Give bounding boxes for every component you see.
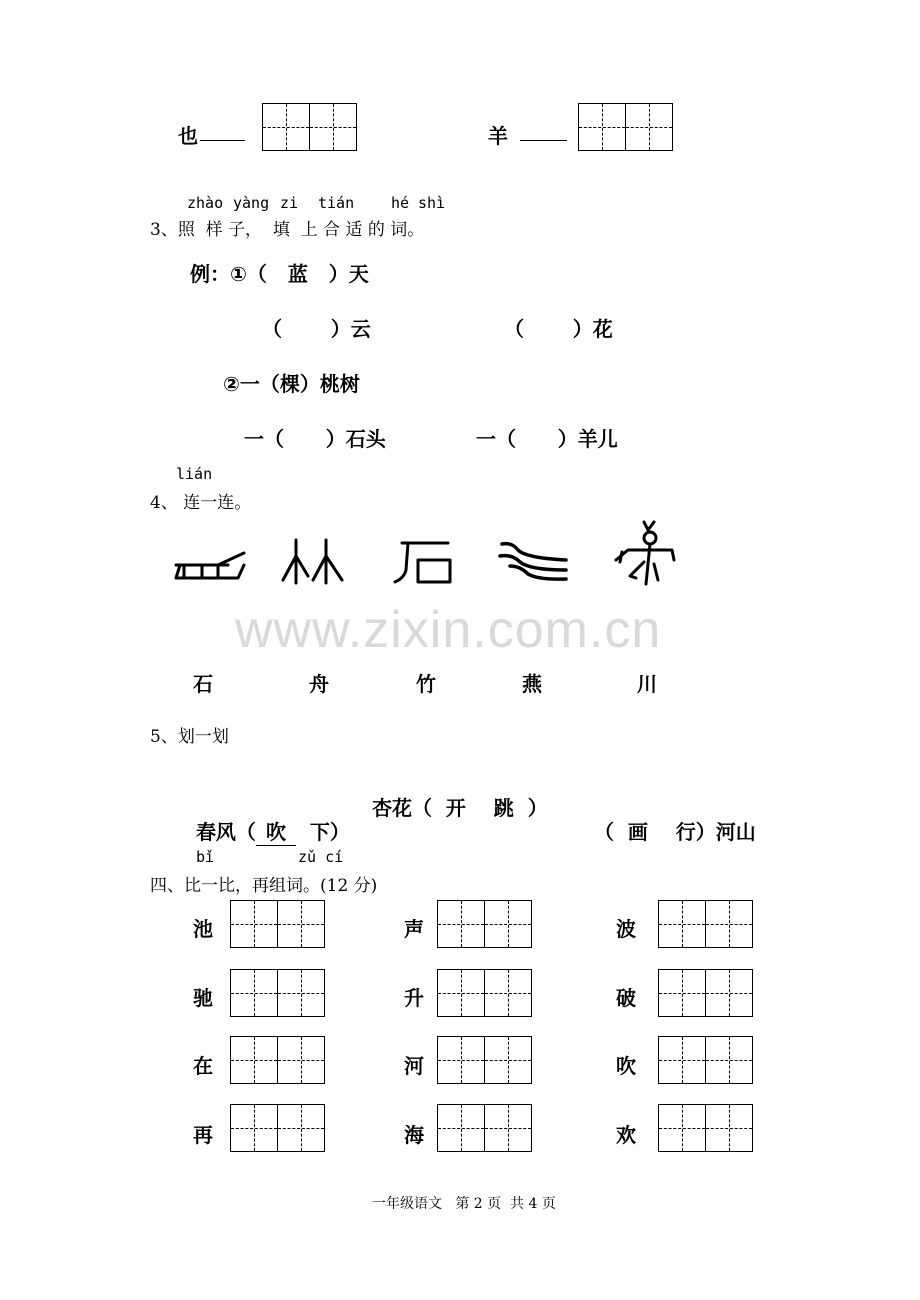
grid-cell[interactable] — [625, 103, 673, 151]
grid-cell[interactable] — [484, 969, 532, 1017]
q5-item3 — [580, 792, 756, 845]
compare-char: 在 — [193, 1054, 213, 1078]
grid-cell[interactable] — [437, 969, 485, 1017]
compare-char: 波 — [616, 917, 636, 941]
char-ye: 也 — [178, 124, 198, 148]
grid-cell[interactable] — [230, 900, 278, 948]
q3-blank-shitou[interactable]: 一（ ）石头 — [244, 427, 386, 451]
writing-grid[interactable] — [658, 969, 751, 1017]
grid-cell[interactable] — [277, 1104, 325, 1152]
pinyin-zi: zi — [280, 194, 299, 212]
bamboo-pictograph-icon[interactable] — [280, 538, 348, 590]
grid-cell[interactable] — [230, 1104, 278, 1152]
river-pictograph-icon[interactable] — [498, 540, 570, 586]
q5-item1 — [182, 792, 350, 846]
writing-grid[interactable] — [230, 969, 323, 1017]
grid-cell[interactable] — [262, 103, 310, 151]
grid-cell[interactable] — [230, 1036, 278, 1084]
writing-grid[interactable] — [230, 1104, 323, 1152]
q5-item1-prefix: 春风（ — [195, 820, 256, 844]
grid-cell[interactable] — [705, 1104, 753, 1152]
compare-char: 河 — [404, 1054, 424, 1078]
pinyin-zhao: zhào — [187, 194, 224, 212]
boat-pictograph-icon[interactable] — [172, 545, 248, 589]
writing-grid-yang[interactable] — [578, 103, 671, 151]
q5-option-chui[interactable]: 吹 — [256, 816, 296, 846]
compare-char: 升 — [404, 986, 424, 1010]
writing-grid[interactable] — [658, 1104, 751, 1152]
grid-cell[interactable] — [658, 969, 706, 1017]
answer-line-yang[interactable] — [520, 140, 567, 141]
writing-grid[interactable] — [437, 1104, 530, 1152]
q3-blank-yun[interactable]: （ ）云 — [262, 317, 371, 341]
grid-cell[interactable] — [484, 1036, 532, 1084]
pinyin-shi: shì — [418, 194, 446, 212]
grid-cell[interactable] — [309, 103, 357, 151]
grid-cell[interactable] — [437, 900, 485, 948]
writing-grid[interactable] — [437, 969, 530, 1017]
page-footer: 一年级语文 第 2 页 共 4 页 — [372, 1196, 556, 1212]
q5-title: 5、划一划 — [150, 727, 229, 747]
grid-cell[interactable] — [658, 1104, 706, 1152]
pinyin-lian: lián — [176, 465, 213, 483]
grid-cell[interactable] — [658, 900, 706, 948]
compare-char: 破 — [616, 986, 636, 1010]
grid-cell[interactable] — [277, 900, 325, 948]
compare-char: 声 — [404, 917, 424, 941]
writing-grid[interactable] — [658, 900, 751, 948]
writing-grid[interactable] — [230, 900, 323, 948]
grid-cell[interactable] — [705, 1036, 753, 1084]
compare-char: 再 — [193, 1123, 213, 1147]
grid-cell[interactable] — [578, 103, 626, 151]
writing-grid[interactable] — [437, 1036, 530, 1084]
grid-cell[interactable] — [658, 1036, 706, 1084]
pinyin-yang: yàng — [233, 194, 270, 212]
grid-cell[interactable] — [705, 900, 753, 948]
match-char-yan[interactable]: 燕 — [522, 672, 542, 696]
q3-blank-hua[interactable]: （ ）花 — [504, 317, 613, 341]
grid-cell[interactable] — [277, 969, 325, 1017]
grid-cell[interactable] — [277, 1036, 325, 1084]
char-yang: 羊 — [488, 124, 508, 148]
compare-char: 驰 — [193, 986, 213, 1010]
writing-grid-ye[interactable] — [262, 103, 355, 151]
q5-item3-rest[interactable]: 行）河山 — [675, 820, 756, 844]
compare-char: 海 — [404, 1123, 424, 1147]
grid-cell[interactable] — [484, 1104, 532, 1152]
writing-grid[interactable] — [230, 1036, 323, 1084]
match-char-zhou[interactable]: 舟 — [309, 672, 329, 696]
q5-item3-prefix[interactable]: （ 画 — [593, 820, 648, 844]
swallow-pictograph-icon[interactable] — [614, 520, 678, 590]
compare-char: 吹 — [616, 1054, 636, 1078]
grid-cell[interactable] — [484, 900, 532, 948]
q5-option-xia[interactable]: 下） — [309, 820, 350, 844]
q3-example2: ②一（棵）桃树 — [223, 372, 360, 396]
pinyin-zuci: zǔ cí — [298, 848, 344, 866]
match-char-chuan[interactable]: 川 — [637, 672, 657, 696]
watermark: www.zixin.com.cn — [235, 601, 662, 659]
compare-char: 池 — [193, 917, 213, 941]
q3-blank-yanger[interactable]: 一（ ）羊儿 — [476, 427, 618, 451]
stone-pictograph-icon[interactable] — [392, 540, 454, 588]
writing-grid[interactable] — [437, 900, 530, 948]
grid-cell[interactable] — [230, 969, 278, 1017]
pinyin-he: hé — [391, 194, 410, 212]
part4-title: 四、比一比，再组词。(12 分) — [150, 876, 378, 896]
answer-line-ye[interactable] — [200, 140, 245, 141]
q3-example1: 例：①（ 蓝 ）天 — [190, 262, 369, 286]
writing-grid[interactable] — [658, 1036, 751, 1084]
pinyin-tian: tián — [318, 194, 355, 212]
grid-cell[interactable] — [705, 969, 753, 1017]
q5-item2[interactable]: 杏花（ 开 跳 ） — [372, 796, 548, 820]
grid-cell[interactable] — [437, 1036, 485, 1084]
match-char-shi[interactable]: 石 — [193, 672, 213, 696]
grid-cell[interactable] — [437, 1104, 485, 1152]
q4-title: 4、 连一连。 — [150, 493, 252, 513]
q3-title: 3、照 样 子， 填 上 合 适 的 词。 — [150, 220, 425, 240]
compare-char: 欢 — [616, 1123, 636, 1147]
pinyin-bi: bǐ — [196, 848, 215, 866]
match-char-zhu[interactable]: 竹 — [416, 672, 436, 696]
